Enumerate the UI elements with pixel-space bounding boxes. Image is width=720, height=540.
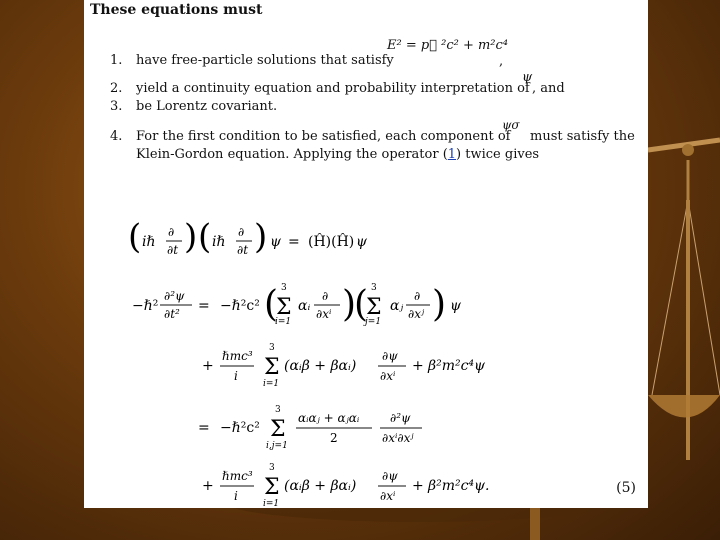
svg-text:∂xⁱ∂xʲ: ∂xⁱ∂xʲ <box>382 431 414 445</box>
svg-text:3: 3 <box>269 343 275 353</box>
equation-line-1 <box>128 217 368 257</box>
svg-text:): ) <box>184 217 198 257</box>
svg-text:Σ: Σ <box>276 295 292 320</box>
svg-text:∂ψ: ∂ψ <box>382 349 398 363</box>
svg-text:+: + <box>412 358 424 374</box>
svg-text:iℏ: iℏ <box>212 234 226 250</box>
item-number: 1. <box>110 53 123 68</box>
svg-text:αᵢ: αᵢ <box>298 298 311 314</box>
svg-text:iℏ: iℏ <box>142 234 156 250</box>
equation-line-4 <box>198 405 422 451</box>
energy-relation-math: E² = p⃗ ²c² + m²c⁴ <box>387 38 509 53</box>
list-item-4 <box>110 128 511 146</box>
item-text: yield a continuity equation and probability interpretation of <box>136 81 530 96</box>
psi-math: ψ <box>522 70 533 85</box>
svg-text:ψ: ψ <box>270 234 281 250</box>
svg-text:ℏmc³: ℏmc³ <box>222 349 253 363</box>
svg-text:Σ: Σ <box>270 417 286 442</box>
svg-text:): ) <box>432 284 447 325</box>
item-text: For the first condition to be satisfied, each component of <box>136 129 511 144</box>
svg-text:∂²ψ: ∂²ψ <box>390 411 411 425</box>
equation-1-link[interactable]: 1 <box>447 147 457 162</box>
list-item-1 <box>110 52 394 70</box>
svg-text:(: ( <box>198 217 212 257</box>
svg-text:i,j=1: i,j=1 <box>266 441 288 451</box>
svg-text:(Ĥ)(Ĥ): (Ĥ)(Ĥ) <box>308 234 355 250</box>
svg-text:i: i <box>234 489 238 503</box>
svg-text:∂t: ∂t <box>237 243 249 257</box>
svg-text:Σ: Σ <box>264 355 280 380</box>
svg-text:ψ: ψ <box>450 298 461 314</box>
svg-text:∂: ∂ <box>322 289 329 303</box>
svg-text:β²m²c⁴ψ: β²m²c⁴ψ <box>428 358 486 374</box>
item-2-and: , and <box>532 81 565 96</box>
svg-text:−ℏ²c²: −ℏ²c² <box>220 298 260 314</box>
svg-text:+: + <box>202 478 214 494</box>
item-text: Klein-Gordon equation. Applying the operator ( <box>136 147 448 162</box>
svg-text:j=1: j=1 <box>365 317 382 327</box>
item-number: 4. <box>110 129 123 144</box>
equation-block <box>128 216 628 509</box>
slide-title: These equations must <box>90 2 263 18</box>
svg-text:αⱼ: αⱼ <box>390 298 404 314</box>
svg-text:∂t: ∂t <box>167 243 179 257</box>
svg-text:=: = <box>198 298 210 314</box>
svg-text:+: + <box>202 358 214 374</box>
svg-text:Σ: Σ <box>264 475 280 500</box>
svg-text:3: 3 <box>371 283 377 293</box>
equation-svg <box>128 216 628 509</box>
svg-text:=: = <box>198 420 210 436</box>
item-number: 2. <box>110 81 123 96</box>
list-item-3 <box>110 98 277 113</box>
svg-text:∂xⁱ: ∂xⁱ <box>316 307 332 321</box>
svg-text:∂t²: ∂t² <box>164 307 180 321</box>
svg-text:i: i <box>234 369 238 383</box>
svg-text:αᵢαⱼ + αⱼαᵢ: αᵢαⱼ + αⱼαᵢ <box>298 411 360 425</box>
equation-line-2 <box>132 283 462 327</box>
psi-sigma-math: ψσ <box>502 118 520 132</box>
slide-content <box>84 0 648 508</box>
svg-text:(αᵢβ + βαᵢ): (αᵢβ + βαᵢ) <box>284 478 357 494</box>
equation-line-5 <box>202 463 489 509</box>
svg-text:ψ: ψ <box>356 234 367 250</box>
svg-text:∂: ∂ <box>168 225 175 239</box>
list-item-4-line2 <box>136 146 539 164</box>
list-item-2 <box>110 80 530 98</box>
svg-text:i=1: i=1 <box>263 379 280 389</box>
svg-text:Σ: Σ <box>366 295 382 320</box>
svg-text:+: + <box>412 478 424 494</box>
item-text: be Lorentz covariant. <box>136 99 278 113</box>
item-4-tail: must satisfy the <box>530 129 635 144</box>
svg-text:3: 3 <box>269 463 275 473</box>
svg-text:): ) <box>342 284 357 325</box>
svg-text:3: 3 <box>275 405 281 415</box>
equation-line-3 <box>202 343 486 389</box>
svg-text:∂xⁱ: ∂xⁱ <box>380 489 396 503</box>
svg-text:(: ( <box>128 217 142 257</box>
item-text: ) twice gives <box>456 147 540 162</box>
svg-text:−ℏ²: −ℏ² <box>132 298 159 314</box>
svg-text:(: ( <box>264 284 279 325</box>
svg-text:=: = <box>288 234 300 250</box>
svg-text:2: 2 <box>330 431 338 445</box>
svg-text:3: 3 <box>281 283 287 293</box>
item-text: have free-particle solutions that satisfy <box>136 53 394 68</box>
svg-text:∂ψ: ∂ψ <box>382 469 398 483</box>
svg-text:i=1: i=1 <box>275 317 292 327</box>
svg-text:β²m²c⁴ψ.: β²m²c⁴ψ. <box>428 478 490 494</box>
item-number: 3. <box>110 99 123 113</box>
equation-number: (5) <box>616 480 636 496</box>
svg-text:ℏmc³: ℏmc³ <box>222 469 253 483</box>
svg-text:∂xʲ: ∂xʲ <box>408 307 425 321</box>
svg-text:): ) <box>254 217 268 257</box>
svg-text:∂: ∂ <box>414 289 421 303</box>
svg-text:−ℏ²c²: −ℏ²c² <box>220 420 260 436</box>
svg-text:∂xⁱ: ∂xⁱ <box>380 369 396 383</box>
svg-text:i=1: i=1 <box>263 499 280 509</box>
svg-text:∂²ψ: ∂²ψ <box>164 289 185 303</box>
svg-text:∂: ∂ <box>238 225 245 239</box>
svg-text:(αᵢβ + βαᵢ): (αᵢβ + βαᵢ) <box>284 358 357 374</box>
svg-text:(: ( <box>354 284 369 325</box>
item-1-comma: , <box>499 54 504 69</box>
